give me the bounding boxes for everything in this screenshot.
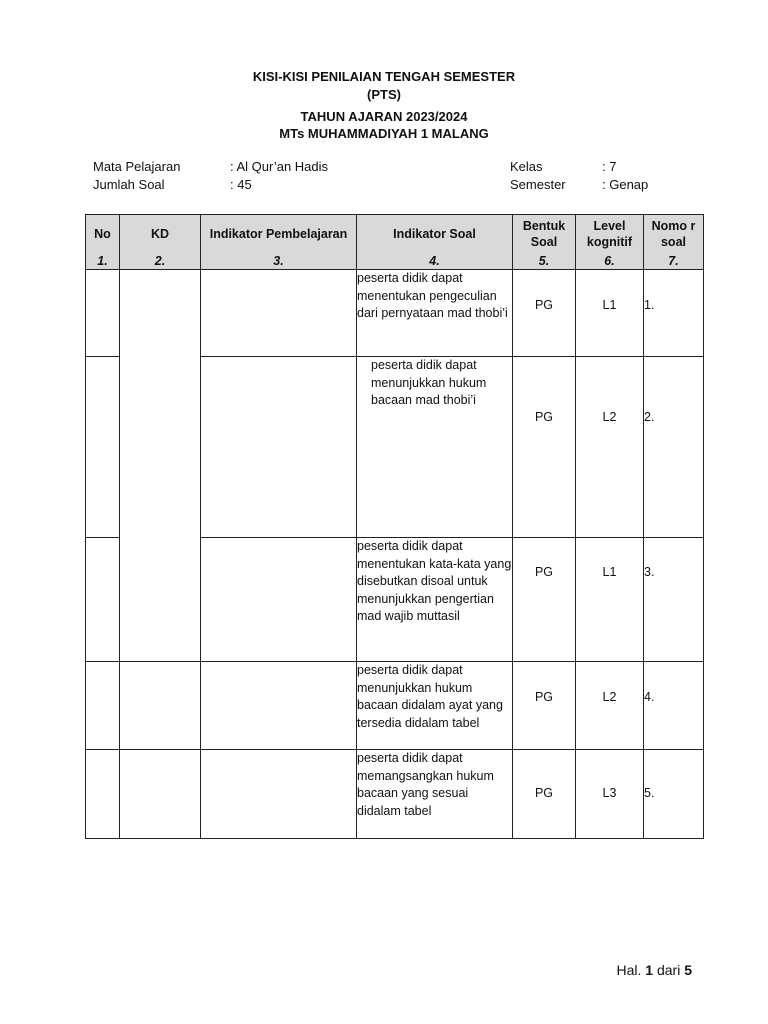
indikator-pembelajaran-cell [201,538,357,662]
indikator-soal-cell: peserta didik dapat menunjukkan hukum bacaan mad thobi’i [357,357,513,538]
header-nomor-soal: Nomo r soal [644,215,704,254]
header-number-2: 2. [120,253,201,270]
bentuk-soal-cell: PG [513,662,576,750]
table-row [86,750,704,839]
no-cell [86,662,120,750]
header-no: No [86,215,120,254]
indikator-soal-cell: peserta didik dapat menentukan pengeculian dari pernyataan mad thobi’i [357,270,513,357]
kelas-value: : 7 [602,159,617,174]
indikator-soal-cell: peserta didik dapat memangsangkan hukum bacaan yang sesuai didalam tabel [357,750,513,839]
semester-value: : Genap [602,177,649,192]
indikator-pembelajaran-cell [201,750,357,839]
nomor-soal-cell: 1. [644,270,704,357]
level-kognitif-cell: L1 [576,270,644,357]
school-name: MTs MUHAMMADIYAH 1 MALANG [279,126,489,141]
mapel-value: : Al Qur’an Hadis [230,159,329,174]
nomor-soal-cell: 3. [644,538,704,662]
bentuk-soal-cell: PG [513,538,576,662]
nomor-soal-cell: 5. [644,750,704,839]
bentuk-soal-cell: PG [513,750,576,839]
page-total: 5 [684,962,692,978]
jumlah-label: Jumlah Soal [93,177,165,192]
indikator-soal-cell: peserta didik dapat menunjukkan hukum bacaan didalam ayat yang tersedia didalam tabel [357,662,513,750]
no-cell [86,357,120,538]
no-cell [86,270,120,357]
header-level-kognitif: Level kognitif [576,215,644,254]
kd-cell [120,750,201,839]
header-kd: KD [120,215,201,254]
level-kognitif-cell: L2 [576,662,644,750]
semester-label: Semester [510,177,566,192]
table-row [86,270,704,357]
document-subtitle: (PTS) [367,87,401,102]
bentuk-soal-cell: PG [513,357,576,538]
bentuk-soal-cell: PG [513,270,576,357]
page-middle: dari [656,962,681,978]
indikator-pembelajaran-cell [201,662,357,750]
header-number-6: 6. [576,253,644,270]
header-number-7: 7. [644,253,704,270]
header-bentuk-soal: Bentuk Soal [513,215,576,254]
header-number-1: 1. [86,253,120,270]
level-kognitif-cell: L2 [576,357,644,538]
indikator-pembelajaran-cell [201,357,357,538]
level-kognitif-cell: L1 [576,538,644,662]
level-kognitif-cell: L3 [576,750,644,839]
page-prefix: Hal. [616,962,642,978]
indikator-soal-cell: peserta didik dapat menentukan kata-kata yang disebutkan disoal untuk menunjukkan pengertian mad wajib muttasil [357,538,513,662]
nomor-soal-cell: 2. [644,357,704,538]
kelas-label: Kelas [510,159,543,174]
school-year: TAHUN AJARAN 2023/2024 [300,109,468,124]
kd-cell [120,270,201,662]
nomor-soal-cell: 4. [644,662,704,750]
kisi-kisi-table [85,214,704,839]
header-number-5: 5. [513,253,576,270]
document-title: KISI-KISI PENILAIAN TENGAH SEMESTER [252,69,516,84]
table-row [86,662,704,750]
header-number-4: 4. [357,253,513,270]
header-number-3: 3. [201,253,357,270]
no-cell [86,538,120,662]
header-indikator-soal: Indikator Soal [357,215,513,254]
jumlah-value: : 45 [230,177,252,192]
page-current: 1 [645,962,654,978]
no-cell [86,750,120,839]
indikator-pembelajaran-cell [201,270,357,357]
mapel-label: Mata Pelajaran [93,159,181,174]
kd-cell [120,662,201,750]
page-indicator [616,962,692,978]
header-indikator-pembelajaran: Indikator Pembelajaran [201,215,357,254]
